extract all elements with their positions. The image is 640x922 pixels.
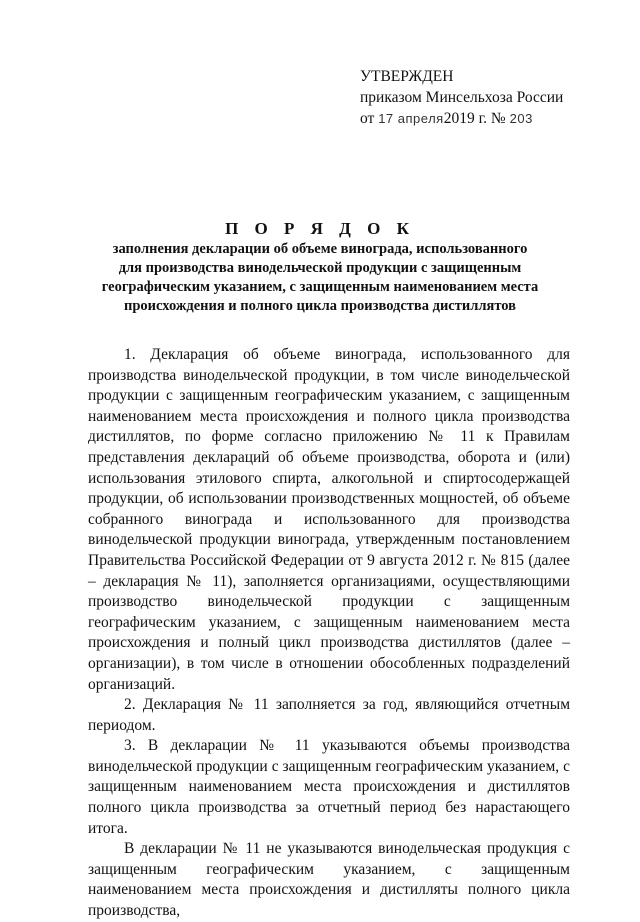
paragraph-3: 3. В декларации № 11 указываются объемы производства винодельческой продукции с защищенным географическим указанием, с защищенным наименованием места происхождения и дистиллятов полного цикла производства за отчетный период без нарастающего итога.: [88, 737, 570, 837]
document-subtitle-line-1: заполнения декларации об объеме винограда, использованного: [112, 241, 528, 257]
approval-date-handwritten: 17 апреля: [378, 111, 444, 126]
approval-block: [360, 66, 563, 129]
document-subtitle-line-2: для производства винодельческой продукции с защищенным: [118, 260, 522, 276]
approval-number-handwritten: 203: [509, 111, 533, 126]
approval-title: УТВЕРЖДЕН: [360, 68, 454, 85]
document-subtitle-line-4: происхождения и полного цикла производства дистиллятов: [123, 298, 516, 314]
paragraph-2: 2. Декларация № 11 заполняется за год, являющийся отчетным периодом.: [88, 696, 570, 734]
document-title: [0, 218, 640, 316]
approval-order: приказом Минсельхоза России: [360, 89, 564, 106]
document-body: [88, 345, 570, 922]
paragraph-4: В декларации № 11 не указываются винодельческая продукция с защищенным географическим указанием, с защищенным наименованием места происхождения и дистилляты полного цикла производства,: [88, 840, 570, 920]
document-heading: П О Р Я Д О К: [225, 219, 415, 238]
approval-date-suffix: 2019 г. №: [443, 110, 506, 127]
approval-date-line: [360, 108, 563, 129]
paragraph-1: 1. Декларация об объеме винограда, использованного для производства винодельческой продукции, в том числе винодельческой продукции с защищенным географическим указанием, с защищенным наименованием места происхождения и полного цикла производства дистиллятов, по форме согласно приложению № 11 к Правилам представления деклараций об объеме производства, оборота и (или) использования этилового спирта, алкогольной и спиртосодержащей продукции, об использовании производственных мощностей, об объеме собранного винограда и использованного для производства винодельческой продукции винограда, утвержденным постановлением Правительства Российской Федерации от 9 августа 2012 г. № 815 (далее – декларация № 11), заполняется организациями, осуществляющими производство винодельческой продукции с защищенным географическим указанием, с защищенным наименованием места происхождения и полный цикл производства дистиллятов (далее – организации), в том числе в отношении обособленных подразделений организаций.: [88, 346, 570, 693]
approval-date-prefix: от: [360, 110, 375, 127]
document-subtitle-line-3: географическим указанием, с защищенным наименованием места: [101, 279, 539, 295]
